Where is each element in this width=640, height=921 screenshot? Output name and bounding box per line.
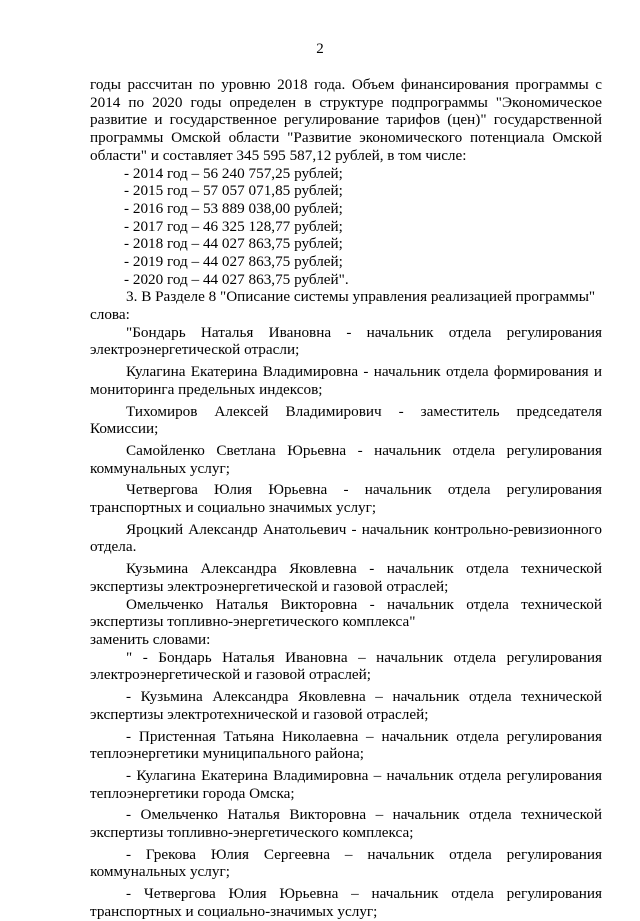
funding-year-item: - 2020 год – 44 027 863,75 рублей". (124, 270, 349, 288)
funding-year-item: - 2017 год – 46 325 128,77 рублей; (124, 217, 343, 235)
document-body (90, 76, 602, 921)
old-member-item: "Бондарь Наталья Ивановна - начальник отдела регулирования электроэнергетической отрасли; (90, 323, 602, 359)
old-member-item: Тихомиров Алексей Владимирович - заместитель председателя Комиссии; (90, 402, 602, 438)
page-number: 2 (316, 41, 324, 57)
old-member-item: Кузьмина Александра Яковлевна - начальник отдела технической экспертизы электроэнергетической и газовой отраслей; (90, 560, 602, 595)
funding-year-item: - 2019 год – 44 027 863,75 рублей; (124, 252, 343, 270)
new-member-item: - Кузьмина Александра Яковлевна – начальник отдела технической экспертизы электротехнической и газовой отраслей; (90, 688, 602, 723)
funding-year-item: - 2018 год – 44 027 863,75 рублей; (124, 235, 343, 253)
old-member-item: Яроцкий Александр Анатольевич - начальник контрольно-ревизионного отдела. (90, 520, 602, 556)
funding-by-year-list (90, 165, 602, 289)
funding-year-item: - 2014 год – 56 240 757,25 рублей; (124, 164, 343, 182)
new-member-list (90, 649, 602, 921)
replace-label: заменить словами: (90, 630, 211, 648)
new-member-item: " - Бондарь Наталья Ивановна – начальник отдела регулирования электроэнергетической и газовой отраслей; (90, 648, 602, 684)
intro-paragraph: годы рассчитан по уровню 2018 года. Объем финансирования программы с 2014 по 2020 годы определен в структуре подпрограммы "Экономическое развитие и государственное регулирование тарифов (цен)" государственной программы Омской области "Развитие экономического потенциала Омской области" и составляет 345 595 587,12 рублей, в том числе: (90, 76, 602, 164)
new-member-item: - Грекова Юлия Сергеевна – начальник отдела регулирования коммунальных услуг; (90, 845, 602, 881)
new-member-item: - Пристенная Татьяна Николаевна – начальник отдела регулирования теплоэнергетики муниципального района; (90, 727, 602, 763)
old-member-list (90, 324, 602, 631)
old-member-item: Самойленко Светлана Юрьевна - начальник отдела регулирования коммунальных услуг; (90, 441, 602, 477)
old-member-item: Омельченко Наталья Викторовна - начальник отдела технической экспертизы топливно-энергетического комплекса" (90, 595, 602, 631)
old-member-item: Четвергова Юлия Юрьевна - начальник отдела регулирования транспортных и социально значимых услуг; (90, 481, 602, 517)
old-member-item: Кулагина Екатерина Владимировна - начальник отдела формирования и мониторинга предельных индексов; (90, 363, 602, 398)
new-member-item: - Кулагина Екатерина Владимировна – начальник отдела регулирования теплоэнергетики города Омска; (90, 766, 602, 802)
new-member-item: - Омельченко Наталья Викторовна – начальник отдела технической экспертизы топливно-энергетического комплекса; (90, 806, 602, 842)
funding-year-item: - 2016 год – 53 889 038,00 рублей; (124, 199, 343, 217)
words-label: слова: (90, 306, 130, 324)
funding-year-item: - 2015 год – 57 057 071,85 рублей; (124, 182, 343, 200)
section-3-heading: 3. В Разделе 8 "Описание системы управления реализацией программы" (126, 288, 596, 306)
new-member-item: - Четвергова Юлия Юрьевна – начальник отдела регулирования транспортных и социально-значимых услуг; (90, 885, 602, 920)
